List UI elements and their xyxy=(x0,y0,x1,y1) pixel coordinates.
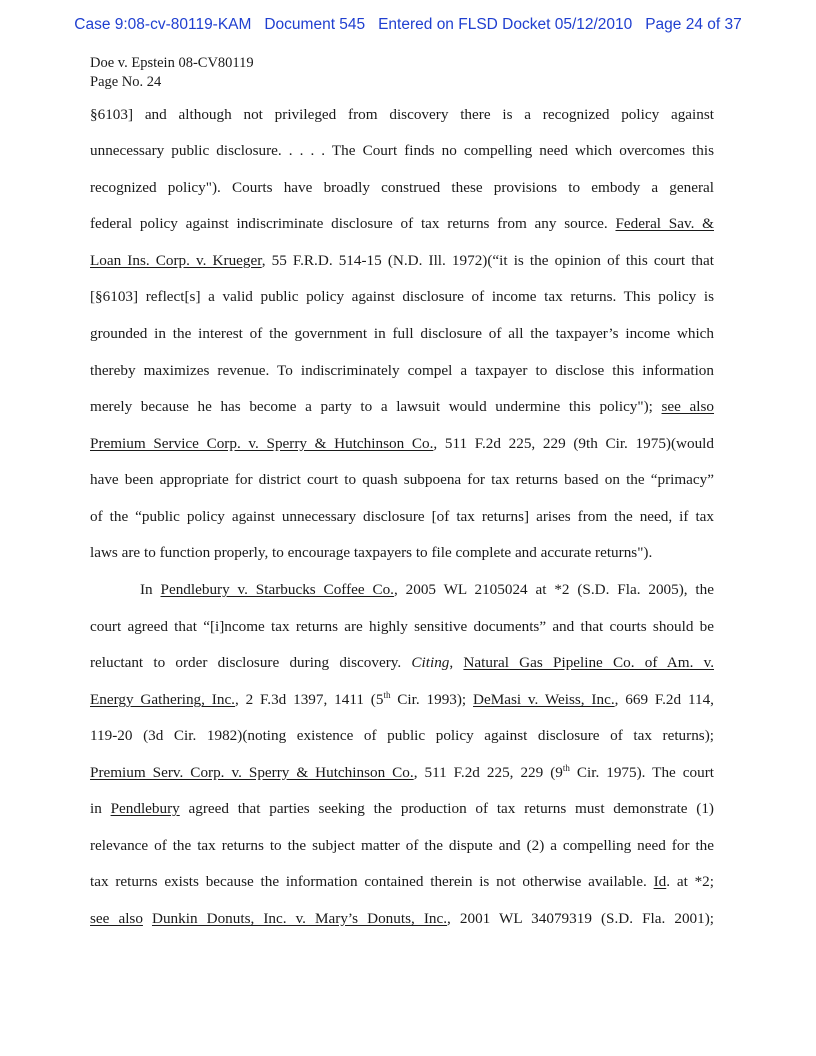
citation-id: Id xyxy=(653,873,667,890)
text-segment: , 55 F.R.D. 514-15 (N.D. Ill. 1972)(“it is the opinion of this court that xyxy=(261,252,714,269)
text-segment: merely because he has become a party to a lawsuit would undermine this policy"); xyxy=(90,398,662,415)
text-line xyxy=(90,910,714,928)
text-segment: Cir. 1993); xyxy=(390,691,473,708)
text-segment: reluctant to order disclosure during discovery. xyxy=(90,654,412,671)
docket-stamp xyxy=(0,16,816,34)
case-citation: Dunkin Donuts, Inc. v. Mary’s Donuts, Inc. xyxy=(151,910,448,927)
text-segment: , 2001 WL 34079319 (S.D. Fla. 2001); xyxy=(447,910,714,927)
text-line: [§6103] reflect[s] a valid public policy against disclosure of income tax returns. This policy is xyxy=(90,288,714,305)
text-line: of the “public policy against unnecessary disclosure [of tax returns] arises from the need, if tax xyxy=(90,508,714,525)
text-line: thereby maximizes revenue. To indiscriminately compel a taxpayer to disclose this information xyxy=(90,362,714,379)
text-line xyxy=(140,581,714,599)
case-citation: Premium Service Corp. v. Sperry & Hutchinson Co. xyxy=(90,435,434,452)
ordinal-suffix: th xyxy=(562,762,570,773)
ordinal-suffix: th xyxy=(383,689,391,700)
signal-see-also: see also xyxy=(90,910,143,927)
text-line: relevance of the tax returns to the subject matter of the dispute and (2) a compelling need for the xyxy=(90,837,714,854)
signal-citing: Citing xyxy=(411,654,450,671)
text-line: unnecessary public disclosure. . . . . The Court finds no compelling need which overcomes this xyxy=(90,142,714,159)
text-line xyxy=(90,800,714,818)
text-segment: . at *2; xyxy=(666,873,714,890)
text-segment: In xyxy=(140,581,161,598)
case-citation: Pendlebury xyxy=(110,800,180,817)
case-caption: Doe v. Epstein 08-CV80119 xyxy=(90,55,254,71)
case-citation: DeMasi v. Weiss, Inc. xyxy=(473,691,615,708)
text-segment: , 2 F.3d 1397, 1411 (5 xyxy=(234,691,384,708)
text-line: §6103] and although not privileged from discovery there is a recognized policy against xyxy=(90,106,714,123)
case-citation: Loan Ins. Corp. v. Krueger xyxy=(90,252,262,269)
stamp-document: Document 545 xyxy=(264,16,366,33)
text-line xyxy=(90,215,714,233)
text-segment: , 2005 WL 2105024 at *2 (S.D. Fla. 2005), the xyxy=(393,581,714,598)
text-segment: tax returns exists because the information contained therein is not otherwise available. xyxy=(90,873,654,890)
text-segment: Cir. 1975). The court xyxy=(569,764,714,781)
text-line: grounded in the interest of the government in full disclosure of all the taxpayer’s income which xyxy=(90,325,714,342)
text-segment: , 669 F.2d 114, xyxy=(614,691,714,708)
text-line: court agreed that “[i]ncome tax returns are highly sensitive documents” and that courts should be xyxy=(90,618,714,635)
text-line xyxy=(90,764,714,782)
case-citation: Federal Sav. & xyxy=(615,215,714,232)
text-segment: , 511 F.2d 225, 229 (9 xyxy=(413,764,563,781)
text-line xyxy=(90,398,714,416)
text-line: 119-20 (3d Cir. 1982)(noting existence of public policy against disclosure of tax returns); xyxy=(90,727,714,744)
text-segment: , 511 F.2d 225, 229 (9th Cir. 1975)(would xyxy=(433,435,714,452)
text-segment: federal policy against indiscriminate disclosure of tax returns from any source. xyxy=(90,215,616,232)
text-line xyxy=(90,435,714,453)
case-citation: Natural Gas Pipeline Co. of Am. v. xyxy=(463,654,715,671)
text-line xyxy=(90,873,714,891)
text-line xyxy=(90,252,714,270)
case-citation: Premium Serv. Corp. v. Sperry & Hutchinson Co. xyxy=(90,764,414,781)
stamp-page: Page 24 of 37 xyxy=(645,16,742,33)
stamp-case: Case 9:08-cv-80119-KAM xyxy=(74,16,252,33)
signal-see-also: see also xyxy=(661,398,715,415)
text-line xyxy=(90,691,714,709)
text-line xyxy=(90,654,714,672)
text-line: have been appropriate for district court to quash subpoena for tax returns based on the “primacy” xyxy=(90,471,714,488)
case-citation: Energy Gathering, Inc. xyxy=(90,691,235,708)
text-segment: , xyxy=(449,654,464,671)
text-line: laws are to function properly, to encourage taxpayers to file complete and accurate returns"). xyxy=(90,544,653,561)
page-header xyxy=(90,54,254,92)
text-segment: agreed that parties seeking the production of tax returns must demonstrate (1) xyxy=(179,800,714,817)
case-citation: Pendlebury v. Starbucks Coffee Co. xyxy=(160,581,394,598)
page-number: Page No. 24 xyxy=(90,74,162,90)
text-line: recognized policy"). Courts have broadly construed these provisions to embody a general xyxy=(90,179,714,196)
text-segment: in xyxy=(90,800,111,817)
stamp-entered: Entered on FLSD Docket 05/12/2010 xyxy=(378,16,633,33)
